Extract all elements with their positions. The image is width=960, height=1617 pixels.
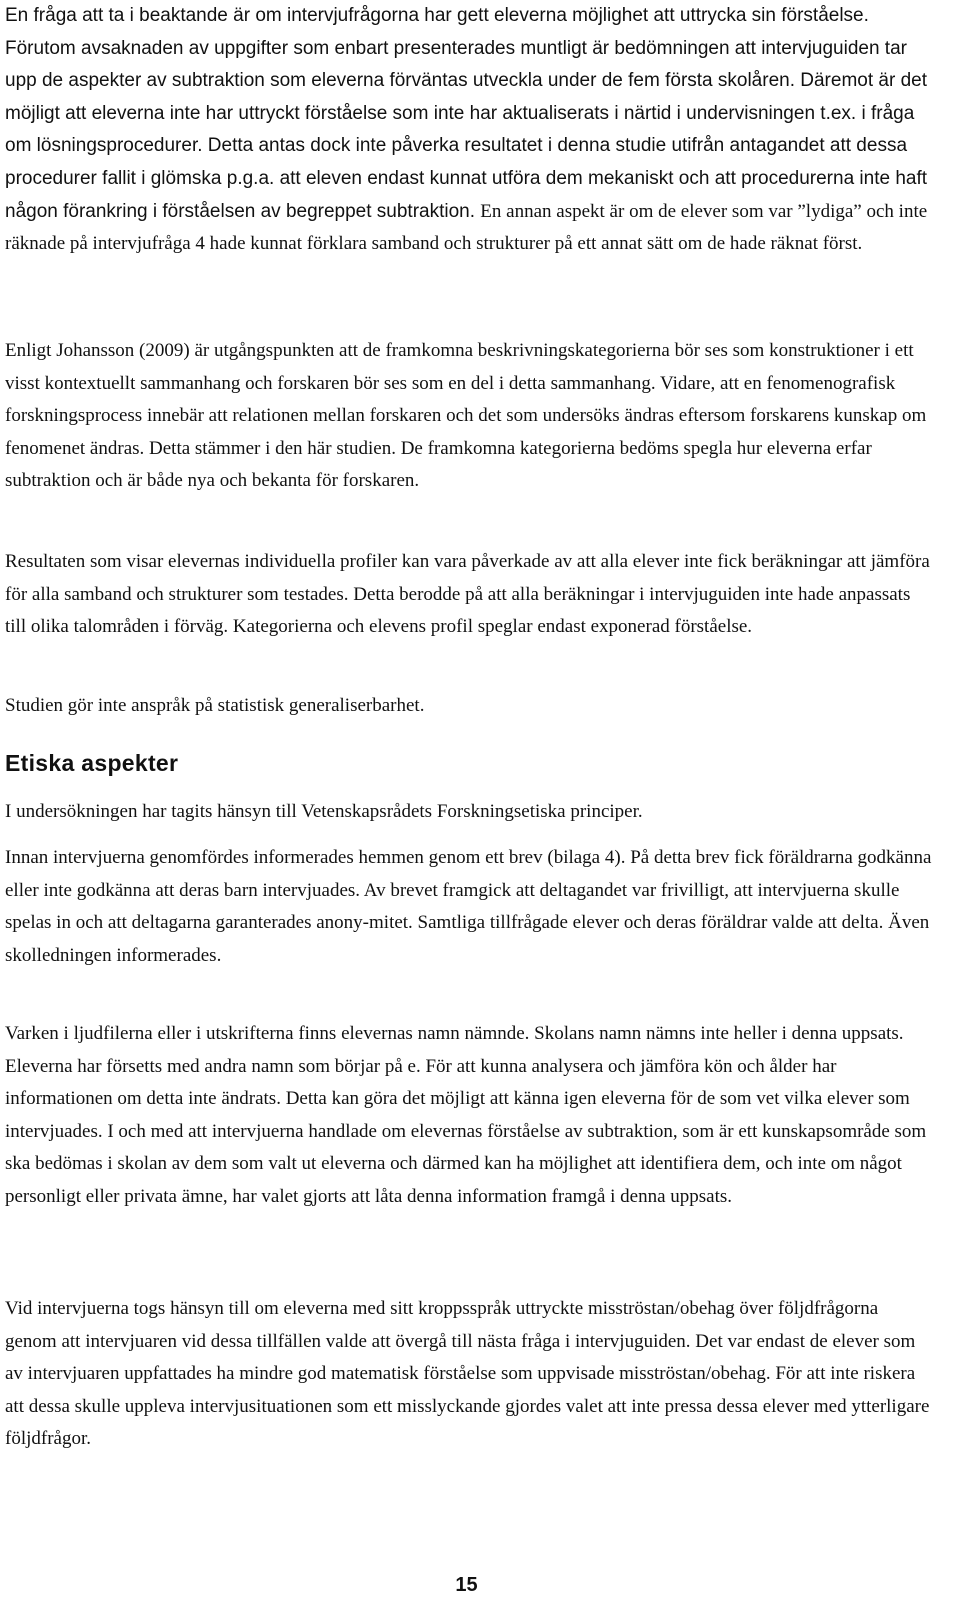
section-heading: Etiska aspekter	[5, 750, 179, 776]
paragraph-results-profiles: Resultaten som visar elevernas individuella profiler kan vara påverkade av att alla elever inte fick beräkningar att jämföra för alla samband och strukturer som testades. Detta berodde på att alla beräkningar i intervjuguiden inte hade anpassats till olika talområden i förväg. Kategorierna och elevens profil speglar endast exponerad förståelse.	[5, 551, 930, 638]
paragraph-ethics-letter: Innan intervjuerna genomfördes informerades hemmen genom ett brev (bilaga 4). På detta brev fick föräldrarna godkänna eller inte godkänna att deras barn intervjuades. Av brevet framgick att deltagandet var frivilligt, att intervjuerna skulle spelas in och att deltagarna garanterades anony-mitet. Samtliga tillfrågade elever och deras föräldrar valde att delta. Även skolledningen informerades.	[5, 847, 932, 966]
paragraph-text-sans: En fråga att ta i beaktande är om intervjufrågorna har gett eleverna möjlighet att uttrycka sin förståelse. Förutom avsaknaden av uppgifter som enbart presenterades muntligt är bedömningen att intervjuguiden tar upp de aspekter av subtraktion som eleverna förväntas utveckla under de fem första skolåren. Däremot är det möjligt att eleverna inte har uttryckt förståelse som inte har aktualiserats i närtid i undervisningen t.ex. i fråga om lösningsprocedurer. Detta antas dock inte påverka resultatet i denna studie utifrån antagandet att dessa procedurer fallit i glömska p.g.a. att eleven endast kunnat utföra dem mekaniskt och att procedurerna inte haft någon förankring i förståelsen av begreppet subtraktion.	[5, 5, 928, 222]
paragraph-ethics-principles: I undersökningen har tagits hänsyn till Vetenskapsrådets Forskningsetiska principer.	[5, 801, 643, 822]
paragraph-text-serif: En annan aspekt är om de elever som var ”lydiga” och inte räknade på intervjufråga 4 hade kunnat förklara samband och strukturer på ett annat sätt om de hade räknat först.	[5, 200, 928, 255]
page-number: 15	[455, 1574, 478, 1596]
paragraph-ethics-body-language: Vid intervjuerna togs hänsyn till om eleverna med sitt kroppsspråk uttryckte misströstan/obehag över följdfrågorna genom att intervjuaren vid dessa tillfällen valde att övergå till nästa fråga i intervjuguiden. Det var endast de elever som av intervjuaren uppfattades ha mindre god matematisk förståelse som uppvisade misströstan/obehag. För att inte riskera att dessa skulle uppleva intervjusituationen som ett misslyckande gjordes valet att inte pressa dessa elever med ytterligare följdfrågor.	[5, 1298, 930, 1450]
paragraph-interview-questions	[5, 0, 933, 261]
paragraph-ethics-anonymity: Varken i ljudfilerna eller i utskrifterna finns elevernas namn nämnde. Skolans namn nämns inte heller i denna uppsats. Eleverna har försetts med andra namn som börjar på e. För att kunna analysera och jämföra kön och ålder har informationen om detta inte ändrats. Detta kan göra det möjligt att känna igen eleverna för de som vet vilka elever som intervjuades. I och med att intervjuerna handlade om elevernas förståelse av subtraktion, som är ett kunskapsområde som ska bedömas i skolan av dem som valt ut eleverna och därmed kan ha möjlighet att identifiera dem, och inte om något personligt eller privata ämne, har valet gjorts att låta denna information framgå i denna uppsats.	[5, 1023, 927, 1207]
paragraph-generalizability: Studien gör inte anspråk på statistisk generaliserbarhet.	[5, 695, 425, 716]
paragraph-johansson: Enligt Johansson (2009) är utgångspunkten att de framkomna beskrivningskategorierna bör ses som konstruktioner i ett visst kontextuellt sammanhang och forskaren bör ses som en del i detta sammanhang. Vidare, att en fenomenografisk forskningsprocess innebär att relationen mellan forskaren och det som undersöks ändras eftersom forskarens kunskap om fenomenet ändras. Detta stämmer i den här studien. De framkomna kategorierna bedöms spegla hur eleverna erfar subtraktion och är både nya och bekanta för forskaren.	[5, 340, 927, 492]
